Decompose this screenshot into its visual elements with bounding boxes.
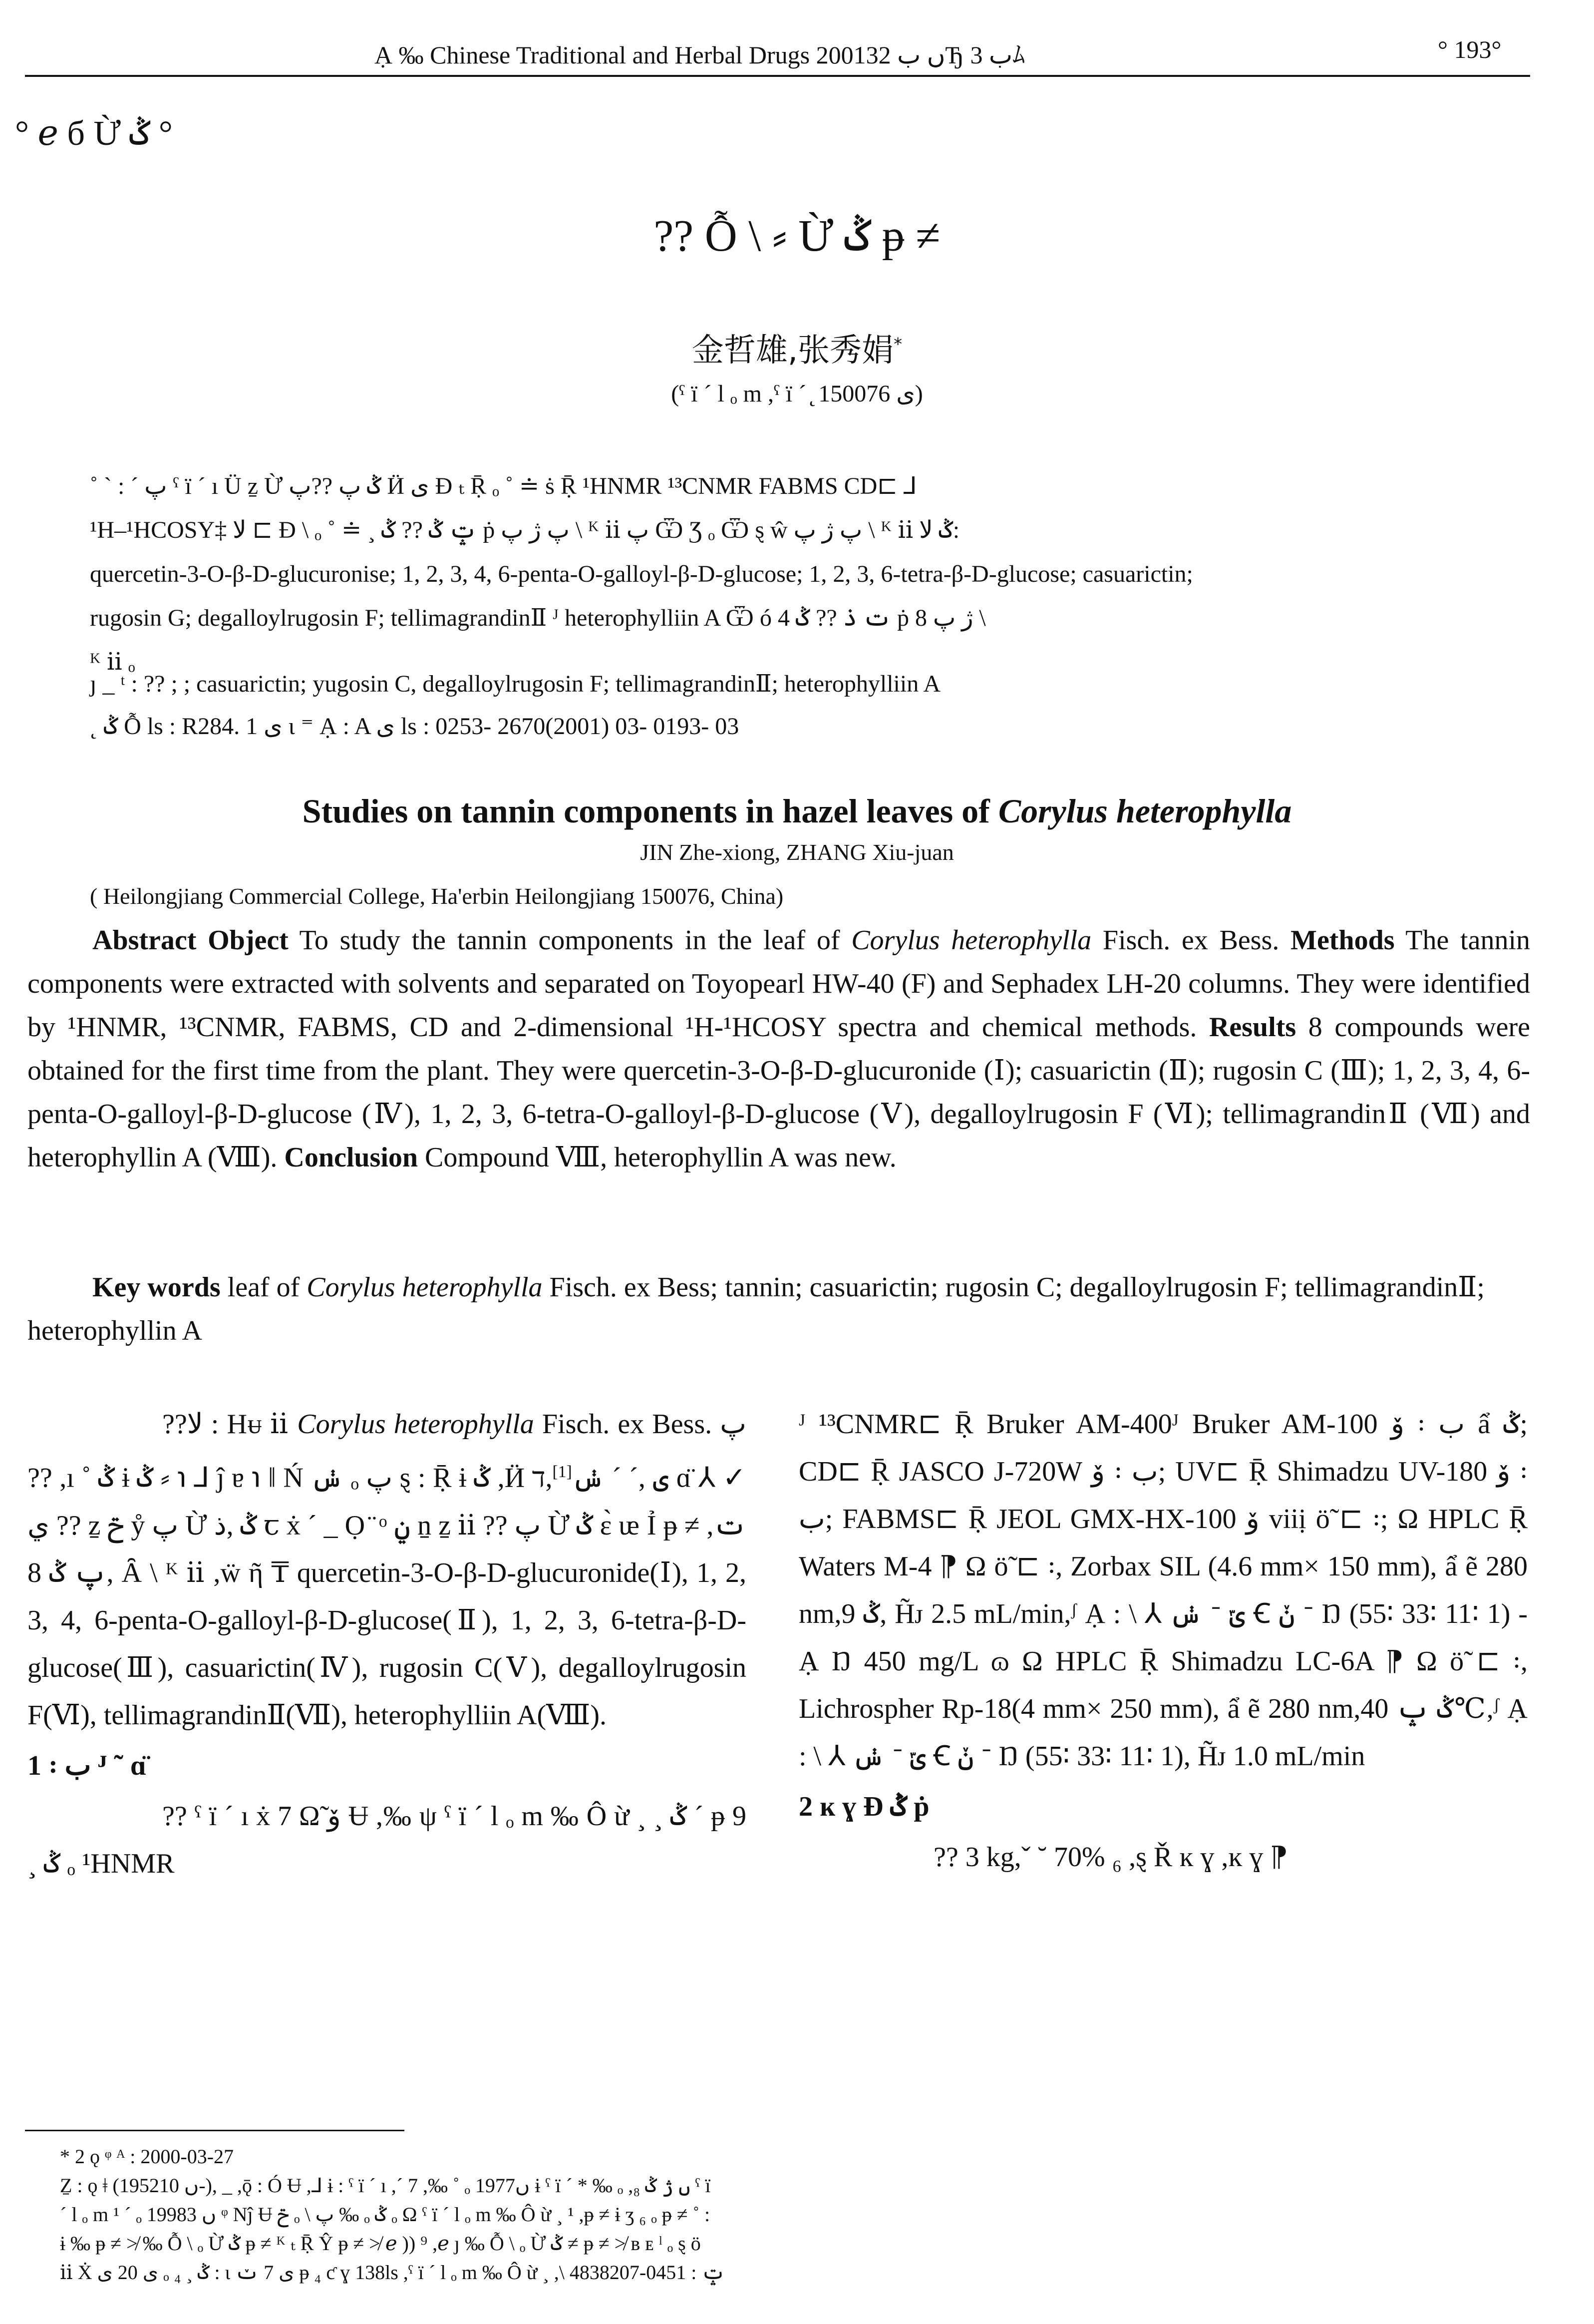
cn-author-names: 金哲雄,张秀娟 [691,332,894,369]
header-rule [25,75,1530,77]
instruments-paragraph: ᴶ ¹³CNMR⊏ Ṝ Bruker AM-400ᴶ Bruker AM-100 ۆ ꞉ ب ẩ ݣ; CD⊏ Ṝ JASCO J-720W ۆ ꞉ ب; UV⊏ Ṝ Shimadzu UV-180 ۆ ꞉ ب; FABMS⊏ Ṝ JEOL GMX-HX-100 ۆ viiị ö̃ ⊏ ꞉; Ω HPLC Ṝ Waters M-4 ⁋ Ω ö̃ ⊏ ꞉, Zorbax SIL (4.6 mm× 150 mm), ẩ ẽ 280 nm,9 ݣ, H̃ᴊ 2.5 mL/min,ᶴ Ạ : \ ⅄ ݭ ᐨ ݶ Ꞓ ݩ ᐨ Ŋ (55∶ 33∶ 11∶ 1) - Ạ Ŋ 450 mg/L ɷ Ω HPLC Ṝ Shimadzu LC-6A ⁋ Ω ö̃ ⊏ ꞉, Lichrospher Rp-18(4 mm× 250 mm), ẩ ẽ 280 nm,ݣ ݒ 40℃,ᶴ Ạ : \ ⅄ ݭ ᐨ ݶ Ꞓ ݩ ᐨ Ŋ (55∶ 33∶ 11∶ 1), H̃ᴊ 1.0 mL/min [799,1409,1528,1772]
conclusion-text: Compound Ⅷ, heterophyllin A was new. [418,1142,897,1173]
intro-text: ??ﻻ : Hᵾ ⅱ [162,1409,298,1440]
cn-abstract-line: ˚ ` : ˊ پ ˁ ï ´ ı Ü ẕ Ừ ݣ پ ??پ Ӥ ی Ɖ ₜ Ṝ ₒ ˚ ≐ ṡ Ṝ ¹HNMR ¹³CNMR FABMS CD⊏ ⅃ [90,473,917,499]
section-2-heading: 2 ĸ ɣ Ɖ ݣ ṗ [799,1791,930,1822]
en-authors: JIN Zhe-xiong, ZHANG Xiu-juan [640,839,954,865]
keywords-label: Key words [92,1272,221,1303]
left-intro-paragraph [27,1401,746,1739]
methods-text: The tannin components were extracted with solvents and separated on Toyopearl HW-40 (F) and Sephadex LH-20 columns. They were identified by ¹HNMR, ¹³CNMR, FABMS, CD and 2-dimensional ¹H-¹HCOSY spectra and chemical methods. [27,925,1531,1043]
cn-abstract-line: quercetin-3-O-β-D-glucuronise; 1, 2, 3, 4, 6-penta-O-galloyl-β-D-glucose; 1, 2, 3, 6-tetra-β-D-glucose; casuarictin; [90,561,1193,587]
footnote-line: ɨ ‰ ᵽ ≠ ≯ ‰ Ỗ \ ₒ Ừ ݣ ᵽ ≠ ᴷ ₜ Ṝ Ŷ ᵽ ≠ ≯ ℯ )) ⁹ ,ℯ ȷ ‰ Ỗ \ ₒ Ừ ݣ ≠ ᵽ ≠ ≯ ʙ ᴇ ˡ ₒ ȿ ö [60,2232,701,2255]
en-title [0,791,1594,831]
section-1-text: ?? ˁ ï ´ ı ẋ 7 Ω̃ ۆ Ʉ ,‰ ψ ˁ ï ´ l ₒ m ‰ Ô ừ ¸ ¸ ݣ ´ ᵽ 9 ¸ ݣ ₒ ¹HNMR [27,1800,746,1879]
en-keywords [27,1266,1530,1353]
section-1-heading: 1 ꞉ ب ᴶ ˜ ɑ̈ [27,1750,147,1781]
footnote-line: Ẕ : ǫ ǂ (1952ں 10-), _ ,ǭ : Ó Ʉ ,⅃ ɨ : ˁ ï ´ ı ,´ 7 ,‰ ˚ ₒ 1977ں ɨ ˁ ï ´ * ‰ ₒ ,₈ ں ژ ݣ ˁ ï [60,2174,711,2197]
en-title-species: Corylus heterophylla [998,792,1292,830]
cn-abstract-line: ᴷ ⅱ ₒ [90,649,135,675]
intro-text-3: ,ד ɑ̈ ⅄ ✓ ي ?? ẕ ݗ ẙ پ Ừ ݣ ,ذ ꞇ ẋ ´ _ Ọ ̈ ᵒ ݧ ṉ ẕ ⅱ ?? پ Ừ ݣ ɛ̀ ᵫ Ỉ ᵽ ≠ ,ت ,پ ݣ 8 Ȃ \ ᴷ ⅱ ,ẅ ῆ ₸ quercetin-3-O-β-D-glucuronide(Ⅰ), 1, 2, 3, 4, 6-penta-O-galloyl-β-D-glucose(Ⅱ), 1, 2, 3, 6-tetra-β-D-glucose(Ⅲ), casuarictin(Ⅳ), rugosin C(Ⅴ), degalloylrugosin F(Ⅵ), tellimagrandinⅡ(Ⅶ), heterophylliin A(Ⅷ). [27,1462,747,1731]
keywords-species: Corylus heterophylla [307,1272,543,1303]
left-column [27,1401,746,1890]
en-title-main: Studies on tannin components in hazel leaves of [302,792,998,830]
intro-species: Corylus heterophylla [297,1409,534,1440]
object-text-2: Fisch. ex Bess. [1091,925,1291,956]
object-text: To study the tannin components in the leaf of [288,925,852,956]
abstract-label: Abstract [92,925,197,956]
cn-abstract [90,464,1468,684]
citation-ref: [1] [552,1463,572,1481]
conclusion-label: Conclusion [284,1142,418,1173]
cn-classification: ˛ ݣ Ỗ ls : R284. 1 ی ι ⁼ Ạ : A ی ls : 0253- 2670(2001) 03- 0193- 03 [90,713,739,740]
footnote-rule [25,2130,404,2131]
methods-label: Methods [1290,925,1395,956]
cn-affiliation: (ˁ ï ´ l ₒ m ,ˁ ï ´ ̨ ی 150076) [671,381,923,407]
results-label: Results [1209,1012,1296,1043]
keywords-text-2: Fisch. ex Bess; tannin; casuarictin; rugosin C; degalloylrugosin F; tellimagrandinⅡ; heterophyllin A [27,1272,1485,1346]
footnotes [60,2142,1493,2287]
en-affiliation: ( Heilongjiang Commercial College, Ha'erbin Heilongjiang 150076, China) [90,883,784,909]
cn-keywords: ȷ _ ᵗ : ?? ; ; casuarictin; yugosin C, degalloylrugosin F; tellimagrandinⅡ; heterophylliin A [90,671,941,697]
cn-abstract-line: rugosin G; degalloylrugosin F; tellimagrandinⅡ ᴶ heterophylliin A Ѿ ó 4 ت ذ ?? ݣ ṗ ژ پ 8 \ [90,605,986,631]
keywords-text: leaf of [220,1272,307,1303]
cn-title: ?? Ỗ \ ⸗ Ừ ݣ ᵽ ≠ [653,211,941,261]
intro-text-2: Fisch. ex Bess. پ ?? ,ı ˚ ݣ ɨ ݣ ⸗ ℩ ⅃ ĵ ɐ ℩ ǁ Ń ݭ ₒ پ ȿ : Ṝ ɨ ݣ ,Ӥ ی ,ˊ ˊ ݭ [27,1409,746,1494]
results-text: 8 compounds were obtained for the first time from the plant. They were quercetin-3-O-β-D-glucuronide (Ⅰ); casuarictin (Ⅱ); rugosin C (Ⅲ); 1, 2, 3, 4, 6-penta-O-galloyl-β-D-glucose (Ⅳ), 1, 2, 3, 6-tetra-O-galloyl-β-D-glucose (Ⅴ), degalloylrugosin F (Ⅵ); tellimagrandinⅡ (Ⅶ) and heterophyllin A (Ⅷ). [27,1012,1531,1173]
species-name: Corylus heterophylla [851,925,1092,956]
author-mark: * [894,334,903,355]
column-label: ° ℯ б Ừ ݣ ° [15,114,173,153]
section-2-text: ?? 3 kg,ˇ ˘ 70% ₆ ,ȿ Ř ĸ ɣ ,ĸ ɣ ⁋ [934,1842,1288,1873]
cn-authors [0,325,1594,371]
object-label: Object [208,925,289,956]
running-header [25,30,1523,80]
page-number: ° 193° [1438,35,1502,63]
journal-info: Ạ ‰ Chinese Traditional and Herbal Drugs 2001ں ب 32Ђ ب 3ﾑ [374,41,1025,69]
en-abstract [27,919,1530,1179]
footnote-received: * 2 ǫ ᵠ ᴬ : 2000-03-27 [60,2145,234,2168]
footnote-line: ⅱ Ẋ ی 20 ی ₒ ₄ ¸ ݣ : ι ی 7 ݖ ᵽ ₄ ƈ ɣ 138ls ,ˁ ï ´ l ₒ m ‰ Ô ừ ¸ ,\ ݓ : 0451-4838207 [60,2261,725,2284]
footnote-line: ´ l ₒ m ¹ ´ ₒ 1998ں 3 ᵠ Nĵ Ʉ ݗ ₒ \ پ ‰ ₒ ݣ ₒ Ω ˁ ï ´ l ₒ m ‰ Ô ừ ¸ ¹ ,ᵽ ≠ ɨ ʒ ₆ ₒ ᵽ ≠ ˚ : [60,2203,710,2226]
right-column [799,1401,1528,1883]
cn-abstract-line: ¹H–¹HCOSY‡ ﻻ ⊏ Ɖ \ ₒ ˚ ≐ ¸ ݓ ݣ ?? ݣ ṗ پ ژ پ \ ᴷ ⅱ پ Ѿ Ʒ ₒ Ѿ ȿ ŵ پ ژ پ \ ᴷ ⅱ ݣ ﻻ: [90,517,960,543]
